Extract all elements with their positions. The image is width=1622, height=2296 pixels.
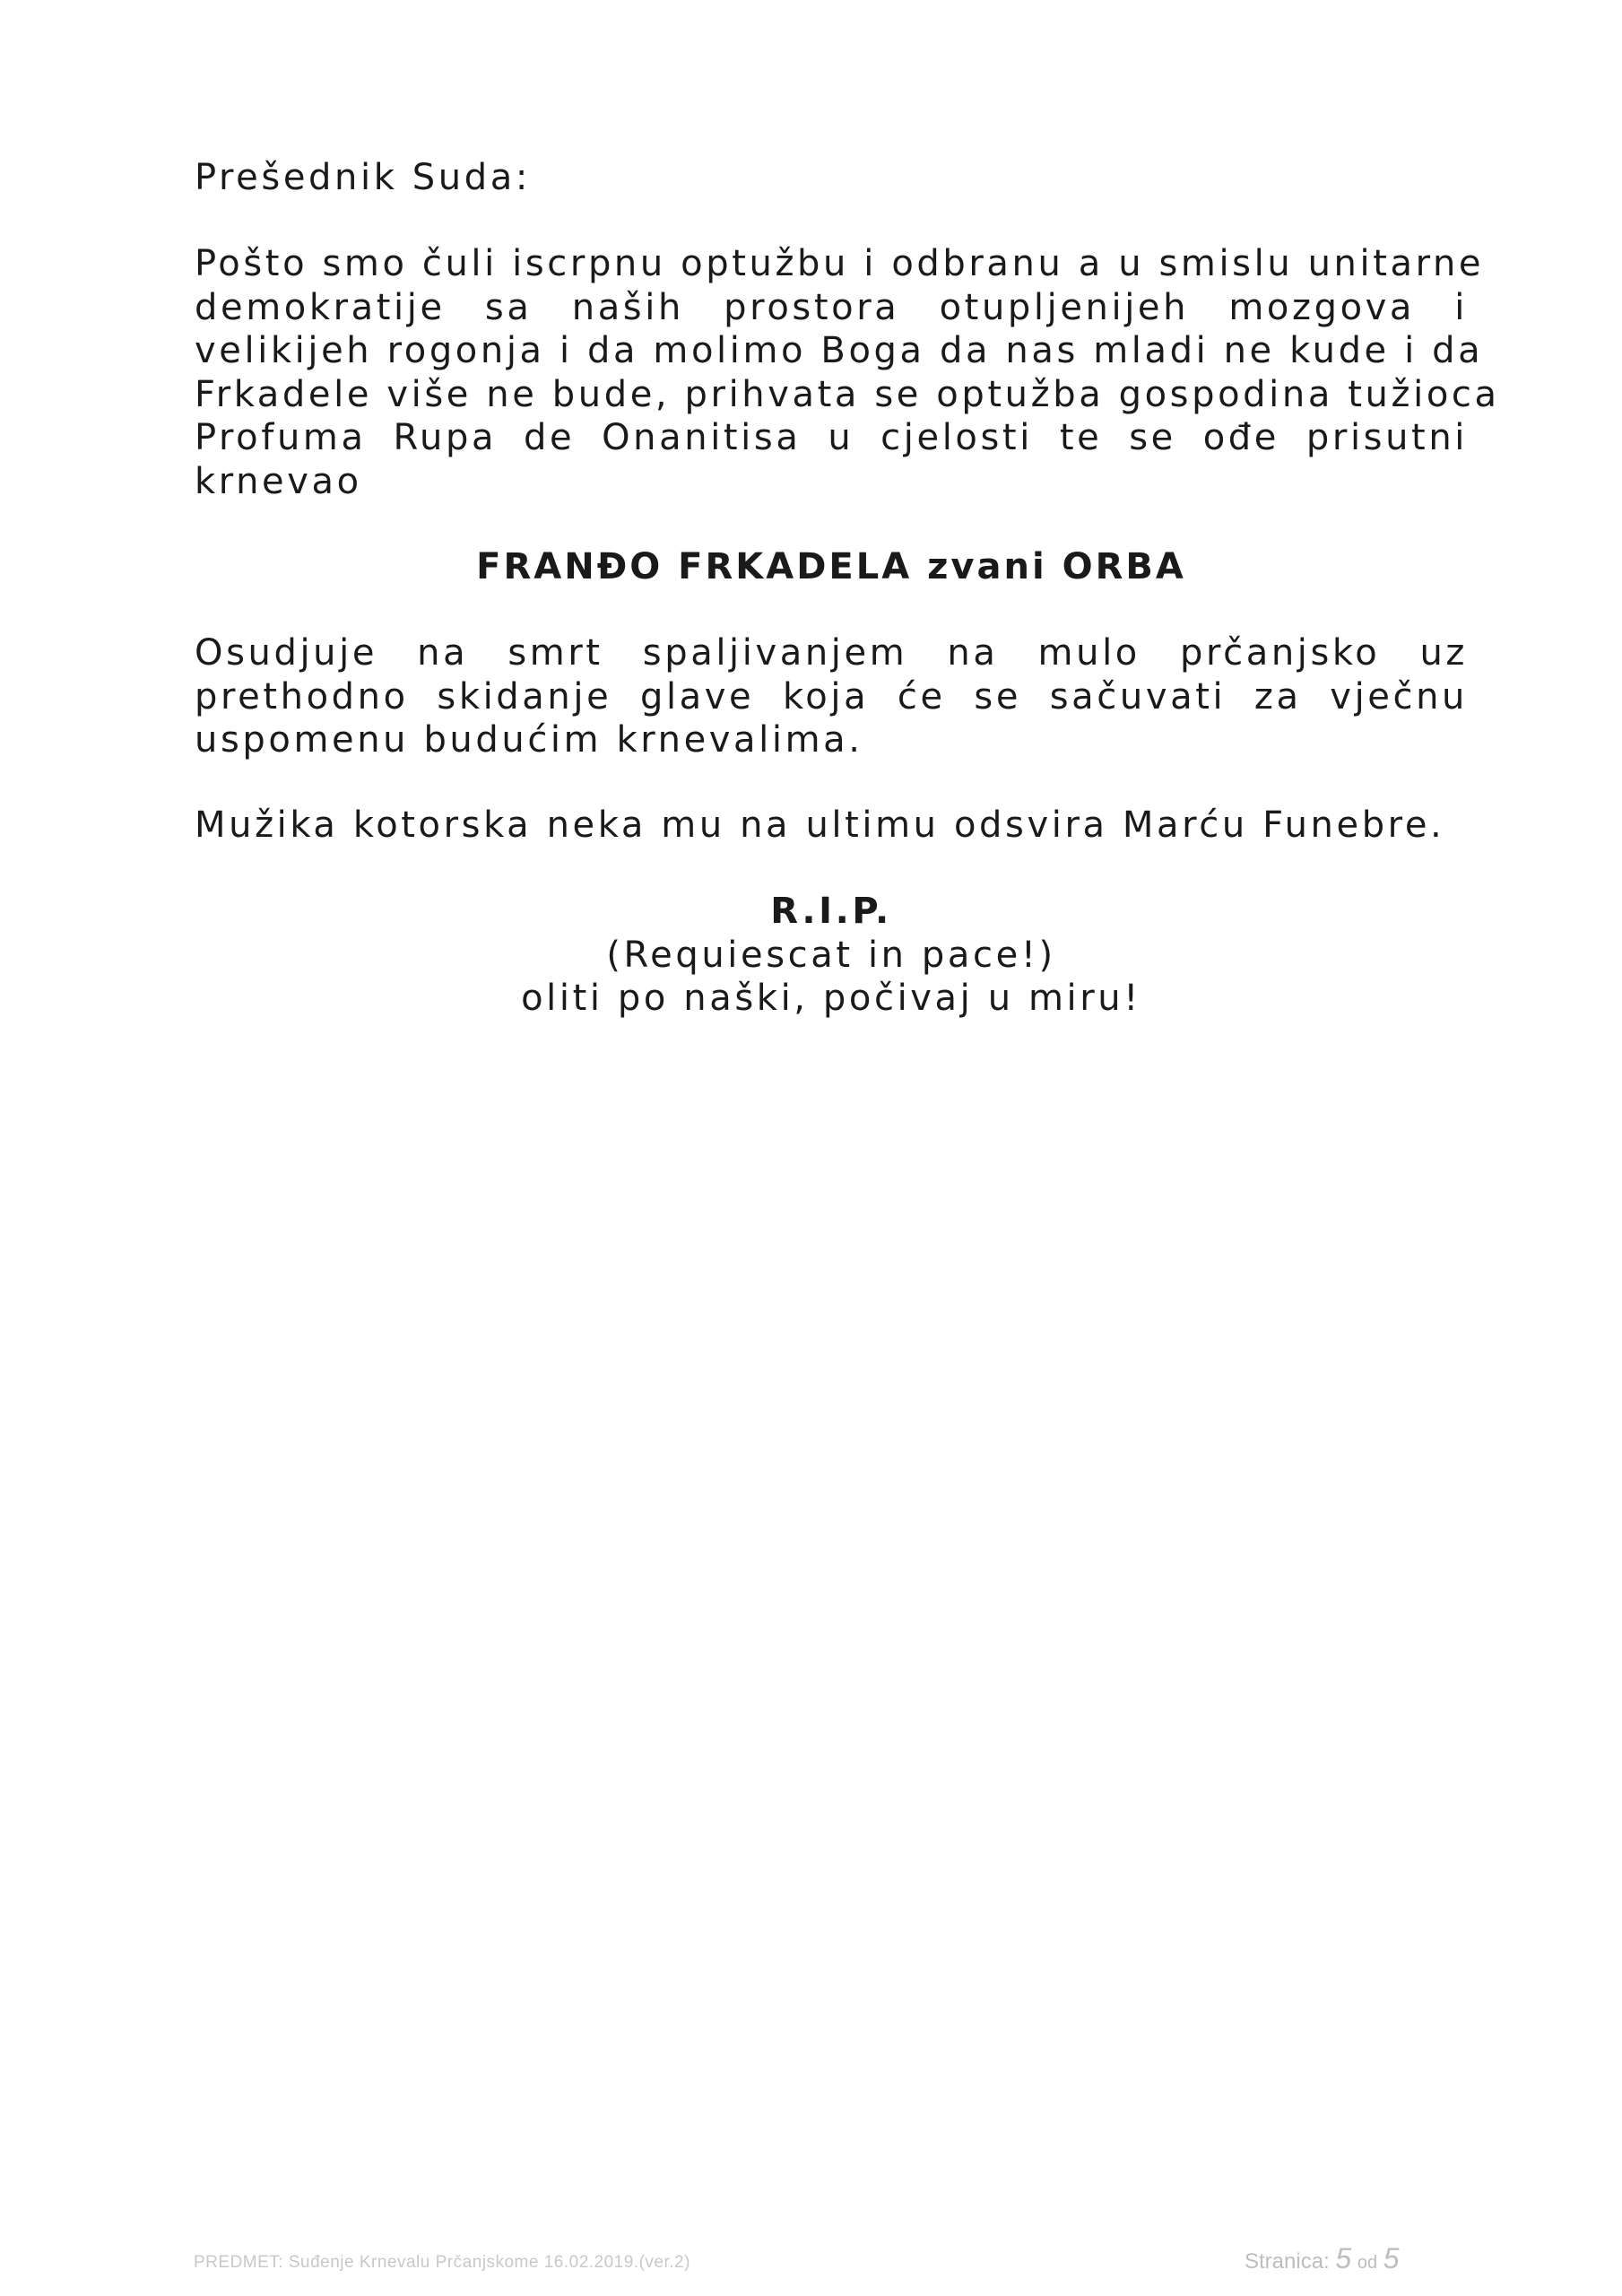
paragraph-line: demokratije sa naših prostora otupljenijeh mozgova i (195, 286, 1468, 328)
paragraph-line: krnevao (195, 460, 362, 502)
paragraph-line: Profuma Rupa de Onanitisa u cjelosti te se ođe prisutni (195, 417, 1468, 458)
verdict-paragraph (195, 631, 1468, 762)
court-president-heading: Prešednik Suda: (195, 157, 531, 198)
page-of: od (1357, 2253, 1378, 2273)
verdict-line: Osudjuje na smrt spaljivanjem na mulo prčanjsko uz (195, 632, 1468, 674)
rip-latin: (Requiescat in pace!) (606, 934, 1056, 976)
rip-title: R.I.P. (770, 891, 892, 932)
music-line: Mužika kotorska neka mu na ultimu odsvira Marću Funebre. (195, 804, 1445, 846)
verdict-line: uspomenu budućim krnevalima. (195, 719, 863, 761)
paragraph-line: Pošto smo čuli iscrpnu optužbu i odbranu a u smislu unitarne (195, 243, 1485, 284)
verdict-line: prethodno skidanje glave koja će se sačuvati za vječnu (195, 675, 1468, 718)
paragraph-line: Frkadele više ne bude, prihvata se optužba gospodina tužioca (195, 373, 1500, 415)
defendant-name: FRANĐO FRKADELA zvani ORBA (476, 546, 1186, 587)
rip-local: oliti po naški, počivaj u miru! (521, 978, 1141, 1019)
rip-block (195, 890, 1468, 1021)
page-total: 5 (1383, 2242, 1400, 2274)
page-current: 5 (1335, 2242, 1352, 2274)
footer-subject: PREDMET: Suđenje Krnevalu Prčanjskome 16.02.2019.(ver.2) (194, 2253, 690, 2272)
page-number (1245, 2242, 1400, 2275)
page-label: Stranica: (1245, 2249, 1330, 2274)
paragraph-line: velikijeh rogonja i da molimo Boga da nas mladi ne kude i da (195, 330, 1484, 371)
judgment-paragraph (195, 242, 1500, 503)
